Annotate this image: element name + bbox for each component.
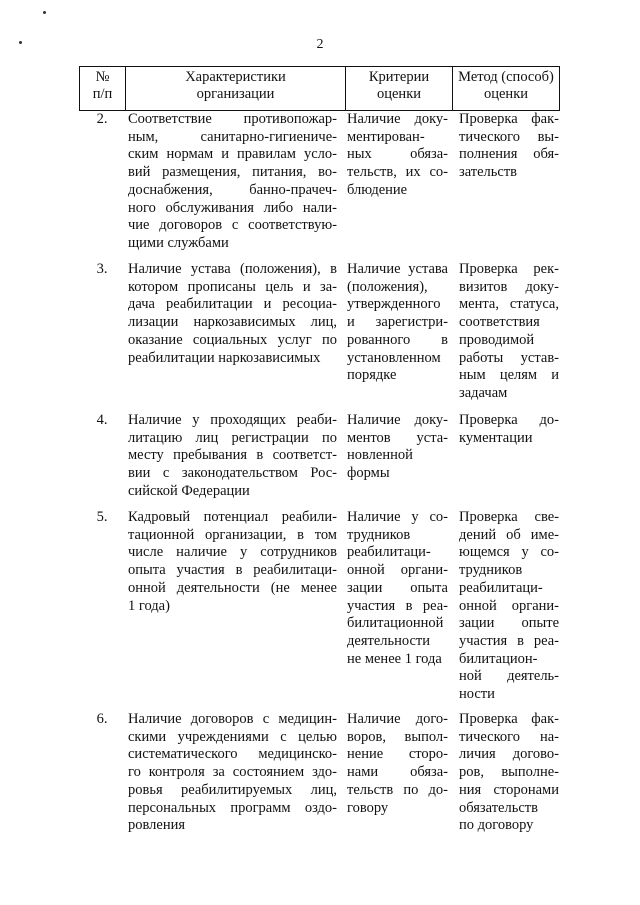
text-line: Проверка фак- <box>459 111 559 127</box>
text-line: деятельности <box>347 632 431 649</box>
text-line: (положения), <box>347 278 428 295</box>
text-line: ных обяза- <box>347 146 448 163</box>
header-row <box>80 67 560 111</box>
header-cell-characteristics <box>126 67 346 111</box>
header-line: № <box>95 69 110 85</box>
header-line: Метод (способ) <box>458 69 554 85</box>
text-line: ного обслуживания либо нали- <box>128 199 337 216</box>
text-line: и зарегистри- <box>347 314 448 331</box>
text-line: котором прописаны цель и за- <box>128 278 337 295</box>
text-line: сийской Федерации <box>128 482 250 499</box>
text-line: нение сторо- <box>347 746 448 763</box>
row-number-cell: 5. <box>96 509 108 525</box>
text-line: ментов уста- <box>347 429 448 446</box>
text-line: утвержденного <box>347 296 441 313</box>
text-line: Наличие доку- <box>347 412 448 428</box>
text-line: оказание социальных услуг по <box>128 331 337 348</box>
text-line: Наличие у проходящих реаби- <box>128 412 337 428</box>
text-line: Проверка рек- <box>459 261 559 277</box>
text-line: по договору <box>459 817 534 834</box>
criteria-cell <box>347 711 448 817</box>
text-line: не менее 1 года <box>347 650 442 667</box>
text-line: участия в реа- <box>347 597 448 614</box>
text-line: рованного в <box>347 331 448 348</box>
characteristics-cell <box>128 509 337 615</box>
text-line: участия в реа- <box>459 632 559 649</box>
header-cell-criteria <box>346 67 453 111</box>
text-line: ния сторонами <box>459 781 559 798</box>
characteristics-cell <box>128 711 337 835</box>
text-line: ющемся у со- <box>459 544 559 561</box>
text-line: щими службами <box>128 234 229 251</box>
text-line: говору <box>347 799 389 816</box>
header-cell-number <box>80 67 126 111</box>
text-line: личия догово- <box>459 746 559 763</box>
text-line: соответствия <box>459 314 540 331</box>
method-cell <box>459 509 559 704</box>
text-line: визитов доку- <box>459 278 559 295</box>
header-line: оценки <box>376 86 421 102</box>
text-line: полнения обя- <box>459 146 559 163</box>
text-line: новленной <box>347 447 413 464</box>
row-number-cell: 4. <box>96 412 108 428</box>
text-line: ной деятель- <box>459 668 559 685</box>
text-line: ровья реабилитируемых лиц, <box>128 781 337 798</box>
text-line: трудников <box>347 526 411 543</box>
header-line: п/п <box>92 86 113 102</box>
header-line: организации <box>196 86 275 102</box>
header-line: Характеристики <box>185 69 286 85</box>
text-line: ским нормам и правилам усло- <box>128 146 337 163</box>
text-line: онной органи- <box>347 562 448 579</box>
text-line: реабилитаци- <box>347 544 431 561</box>
text-line: реабилитаци- <box>459 579 543 596</box>
text-line: персональных программ оздо- <box>128 799 337 816</box>
text-line: вий размещения, питания, во- <box>128 164 337 181</box>
text-line: 1 года) <box>128 597 170 614</box>
text-line: зации опыте <box>459 615 559 632</box>
text-line: Наличие дого- <box>347 711 448 727</box>
row-number-cell: 3. <box>96 261 108 277</box>
text-line: опыта участия в реабилитаци- <box>128 562 337 579</box>
text-line: реабилитации наркозависимых <box>128 349 321 366</box>
row-number-cell: 2. <box>96 111 108 127</box>
text-line: блюдение <box>347 181 408 198</box>
text-line: Наличие устава (положения), в <box>128 261 337 277</box>
text-line: чие договоров с соответствую- <box>128 217 337 234</box>
text-line: Соответствие противопожар- <box>128 111 337 127</box>
text-line: дений об име- <box>459 526 559 543</box>
text-line: тического вы- <box>459 128 559 145</box>
characteristics-cell <box>128 111 337 253</box>
text-line: формы <box>347 465 390 482</box>
text-line: ности <box>459 686 495 703</box>
text-line: онной органи- <box>459 597 559 614</box>
characteristics-cell <box>128 412 337 501</box>
header-cell-method <box>453 67 560 111</box>
scan-speck <box>43 11 46 14</box>
criteria-cell <box>347 111 448 200</box>
text-line: онной деятельности (не менее <box>128 579 337 596</box>
table-header <box>79 66 560 111</box>
text-line: Наличие устава <box>347 261 448 277</box>
text-line: ным, санитарно-гигиениче- <box>128 128 337 145</box>
text-line: задачам <box>459 384 508 401</box>
characteristics-cell <box>128 261 337 367</box>
text-line: Наличие доку- <box>347 111 448 127</box>
text-line: установленном <box>347 349 441 366</box>
criteria-cell <box>347 412 448 483</box>
text-line: билитационной <box>347 615 444 632</box>
text-line: доснабжения, банно-прачеч- <box>128 181 337 198</box>
text-line: ров, выполне- <box>459 764 559 781</box>
text-line: кументации <box>459 429 533 446</box>
text-line: систематического медицинско- <box>128 746 337 763</box>
header-line: оценки <box>483 86 528 102</box>
text-line: тационной организации, в том <box>128 526 337 543</box>
text-line: ным целям и <box>459 367 559 384</box>
text-line: вии с законодательством Рос- <box>128 465 337 482</box>
text-line: Проверка фак- <box>459 711 559 727</box>
text-line: трудников <box>459 562 523 579</box>
text-line: зации опыта <box>347 579 448 596</box>
text-line: Проверка све- <box>459 509 559 525</box>
text-line: тического на- <box>459 728 559 745</box>
text-line: Наличие договоров с медицин- <box>128 711 337 727</box>
text-line: Кадровый потенциал реабили- <box>128 509 337 525</box>
method-cell <box>459 711 559 835</box>
text-line: билитацион- <box>459 650 538 667</box>
method-cell <box>459 111 559 182</box>
text-line: Наличие у со- <box>347 509 448 525</box>
text-line: проводимой <box>459 331 535 348</box>
text-line: нами обяза- <box>347 764 448 781</box>
row-number-cell: 6. <box>96 711 108 727</box>
text-line: числе наличие у сотрудников <box>128 544 337 561</box>
text-line: го контроля за состоянием здо- <box>128 764 337 781</box>
header-line: Критерии <box>368 69 430 85</box>
text-line: работы устав- <box>459 349 559 366</box>
text-line: мента, статуса, <box>459 296 559 313</box>
method-cell <box>459 261 559 403</box>
page-number: 2 <box>316 37 324 52</box>
criteria-cell <box>347 261 448 385</box>
text-line: литацию лиц регистрации по <box>128 429 337 446</box>
text-line: ментирован- <box>347 128 425 145</box>
text-line: Проверка до- <box>459 412 559 428</box>
text-line: воров, выпол- <box>347 728 448 745</box>
text-line: тельств, их со- <box>347 164 448 181</box>
text-line: дача реабилитации и ресоциа- <box>128 296 337 313</box>
text-line: зательств <box>459 164 518 181</box>
text-line: ровления <box>128 817 186 834</box>
text-line: тельств по до- <box>347 781 448 798</box>
criteria-cell <box>347 509 448 668</box>
text-line: обязательств <box>459 799 538 816</box>
text-line: порядке <box>347 367 397 384</box>
text-line: лизации наркозависимых лиц, <box>128 314 337 331</box>
text-line: месту пребывания в соответст- <box>128 447 337 464</box>
text-line: скими учреждениями с целью <box>128 728 337 745</box>
method-cell <box>459 412 559 447</box>
